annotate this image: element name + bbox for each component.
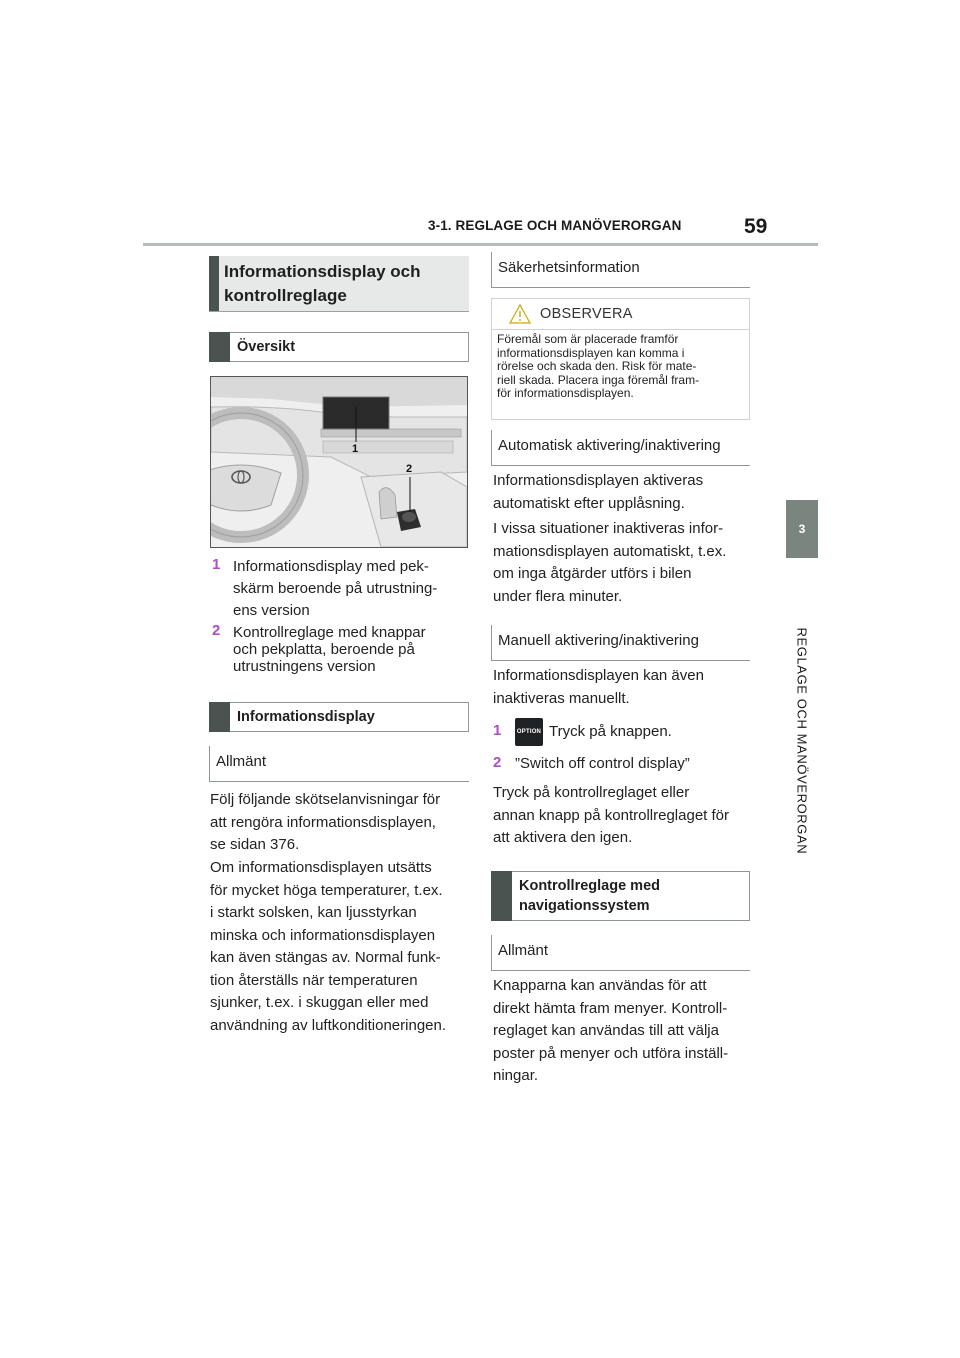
warning-box	[491, 298, 750, 420]
main-heading-text	[224, 260, 420, 308]
safety-heading-text: Säkerhetsinformation	[498, 259, 640, 276]
manual-heading-text: Manuell aktivering/inaktivering	[498, 632, 699, 649]
display-heading	[209, 702, 469, 732]
step-number: 1	[493, 722, 502, 739]
manual-paragraph-2	[493, 782, 755, 850]
warning-triangle-icon	[509, 304, 531, 324]
text-line: riell skada. Placera inga föremål fram-	[497, 372, 700, 387]
chapter-title: 3-1. REGLAGE OCH MANÖVERORGAN	[428, 218, 682, 233]
text-line: under flera minuter.	[493, 587, 623, 605]
auto-heading	[491, 430, 750, 466]
text-line: reglaget kan användas till att välja	[493, 1022, 719, 1039]
general-heading-text: Allmänt	[498, 942, 549, 959]
text-line: att aktivera den igen.	[493, 829, 633, 846]
list-number: 1	[212, 556, 221, 573]
text-line: Om informationsdisplayen utsätts	[210, 859, 432, 876]
overview-heading	[209, 332, 469, 362]
text-line: poster på menyer och utföra inställ-	[493, 1044, 729, 1062]
text-line: kan även stängas av. Normal funk-	[210, 949, 441, 966]
text-line: användning av luftkonditioneringen.	[210, 1016, 447, 1034]
list-item-line: skärm beroende på utrustning-	[233, 580, 438, 597]
chapter-tab-number: 3	[798, 522, 806, 536]
manual-heading	[491, 625, 750, 661]
text-line: Följ följande skötselanvisningar för	[210, 791, 441, 808]
list-item-line: ens version	[233, 602, 310, 619]
interior-illustration	[210, 376, 468, 548]
heading-bar	[209, 332, 230, 362]
list-item-line: Kontrollreglage med knappar	[233, 624, 426, 641]
nav-heading	[491, 871, 750, 921]
nav-heading-line-2: navigationssystem	[519, 898, 650, 914]
warning-text	[497, 333, 742, 401]
interior-drawing	[211, 377, 467, 547]
step-number: 2	[493, 754, 502, 771]
text-line: informationsdisplayen kan komma i	[497, 345, 685, 360]
text-line: i starkt solsken, kan ljusstyrkan	[210, 904, 417, 921]
overview-heading-text: Översikt	[237, 339, 296, 355]
nav-heading-line-1: Kontrollreglage med	[519, 878, 660, 894]
text-line: rörelse och skada den. Risk för mate-	[497, 359, 697, 373]
chapter-tab	[786, 500, 818, 558]
text-line: för mycket höga temperaturer, t.ex.	[210, 881, 443, 899]
list-item	[233, 556, 469, 622]
text-line: Knapparna kan användas för att	[493, 977, 707, 994]
text-line: automatiskt efter upplåsning.	[493, 494, 685, 512]
auto-paragraph-2	[493, 518, 755, 608]
heading-bar	[209, 702, 230, 732]
option-button-label: OPTION	[516, 729, 542, 735]
nav-paragraph	[493, 975, 755, 1088]
heading-bar	[491, 871, 512, 921]
text-line: direkt hämta fram menyer. Kontroll-	[493, 999, 728, 1017]
text-line: att rengöra informationsdisplayen,	[210, 813, 436, 831]
text-line: sjunker, t.ex. i skuggan eller med	[210, 994, 429, 1011]
header-rule	[143, 243, 818, 246]
list-number: 2	[212, 622, 221, 639]
list-item-line: Informationsdisplay med pek-	[233, 558, 429, 575]
page-number: 59	[744, 215, 768, 238]
text-line: I vissa situationer inaktiveras infor-	[493, 520, 724, 537]
nav-heading-text	[519, 876, 660, 916]
text-line: minska och informationsdisplayen	[210, 926, 436, 944]
list-item	[233, 624, 469, 675]
step-text: Tryck på knappen.	[549, 723, 672, 740]
text-line: om inga åtgärder utförs i bilen	[493, 565, 692, 582]
main-heading-line-1: Informationsdisplay och	[224, 262, 421, 281]
temperature-paragraph	[210, 857, 472, 1037]
display-heading-text: Informationsdisplay	[237, 709, 375, 725]
main-heading	[209, 256, 469, 312]
warning-title: OBSERVERA	[540, 306, 633, 322]
text-line: se sidan 376.	[210, 836, 300, 853]
text-line: Tryck på kontrollreglaget eller	[493, 784, 690, 801]
option-button-icon	[515, 718, 543, 746]
text-line: ningar.	[493, 1067, 539, 1084]
warning-header	[492, 299, 749, 330]
auto-heading-text: Automatisk aktivering/inaktivering	[498, 437, 721, 454]
text-line: tion återställs när temperaturen	[210, 971, 418, 989]
heading-bar	[209, 256, 219, 311]
text-line: inaktiveras manuellt.	[493, 689, 630, 707]
text-line: annan knapp på kontrollreglaget för	[493, 806, 730, 824]
callout-2: 2	[406, 463, 413, 475]
general-heading-text: Allmänt	[216, 753, 267, 770]
text-line: för informationsdisplayen.	[497, 386, 634, 400]
text-line: Informationsdisplayen aktiveras	[493, 472, 704, 489]
safety-heading	[491, 252, 750, 288]
manual-paragraph-1	[493, 665, 755, 710]
care-paragraph	[210, 789, 472, 857]
text-line: Informationsdisplayen kan även	[493, 667, 704, 684]
main-heading-line-2: kontrollreglage	[224, 286, 347, 305]
general-heading-right	[491, 935, 750, 971]
auto-paragraph-1	[493, 470, 755, 515]
chapter-side-label: REGLAGE OCH MANÖVERORGAN	[794, 627, 810, 855]
text-line: mationsdisplayen automatiskt, t.ex.	[493, 542, 727, 560]
callout-1: 1	[352, 443, 359, 455]
text-line: Föremål som är placerade framför	[497, 332, 679, 346]
general-heading-left	[209, 746, 469, 782]
list-item-line: och pekplatta, beroende på	[233, 641, 415, 658]
list-item-line: utrustningens version	[233, 658, 376, 675]
step-text: ”Switch off control display”	[515, 755, 690, 772]
